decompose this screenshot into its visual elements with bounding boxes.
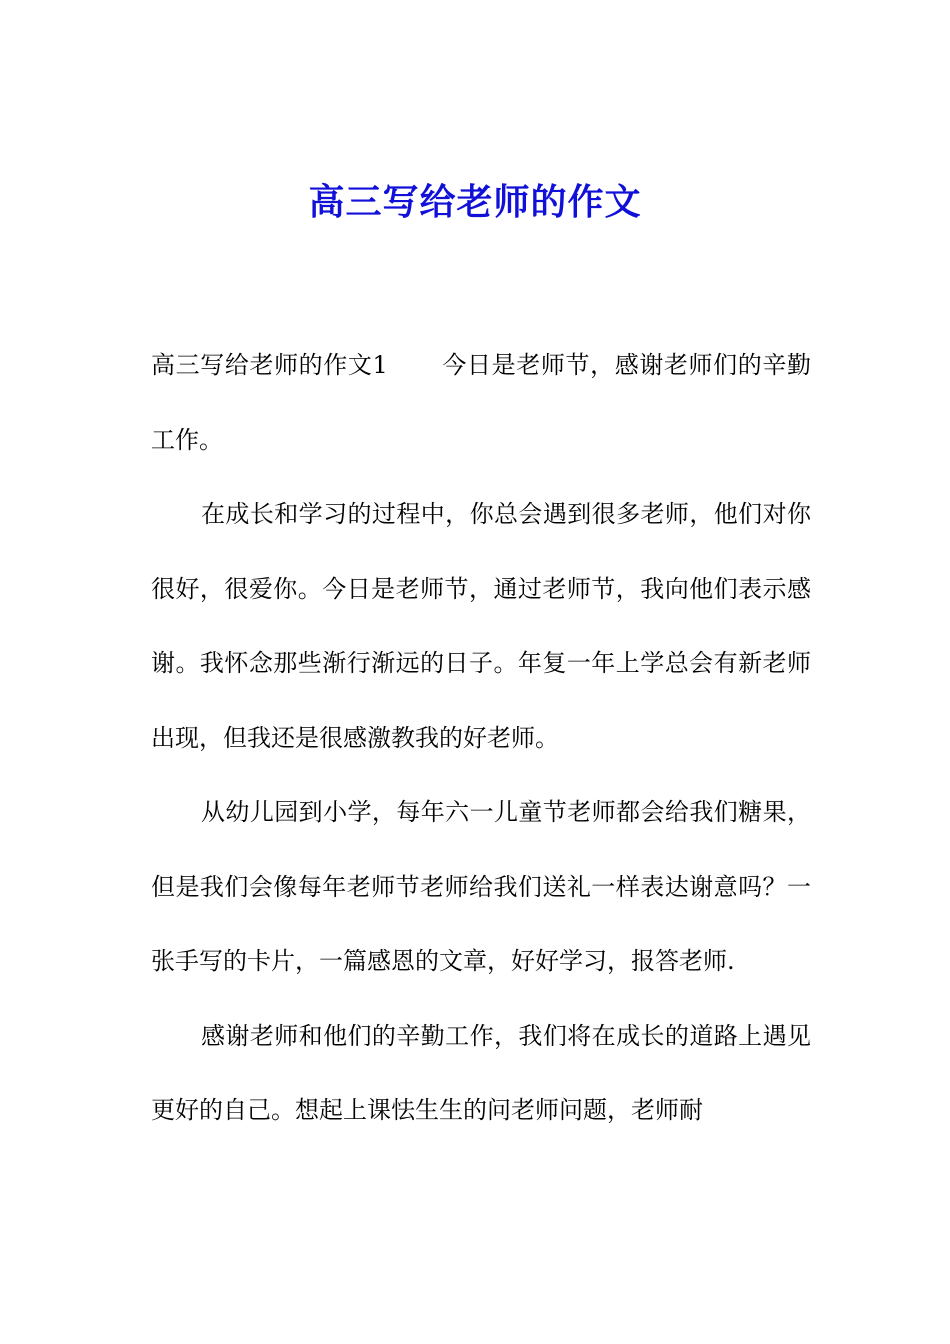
paragraph-1 xyxy=(151,328,811,477)
paragraph-2: 在成长和学习的过程中，你总会遇到很多老师，他们对你很好，很爱你。今日是老师节，通过老师节，我向他们表示感谢。我怀念那些渐行渐远的日子。年复一年上学总会有新老师出现，但我还是很感激教我的好老师。 xyxy=(151,500,811,752)
paragraph-3: 从幼儿园到小学，每年六一儿童节老师都会给我们糖果，但是我们会像每年老师节老师给我们送礼一样表达谢意吗？一张手写的卡片，一篇感恩的文章，好好学习，报答老师. xyxy=(151,798,811,975)
paragraph-4: 感谢老师和他们的辛勤工作，我们将在成长的道路上遇见更好的自己。想起上课怯生生的问老师问题，老师耐 xyxy=(151,1021,811,1124)
section-heading: 高三写给老师的作文1 xyxy=(151,351,388,379)
paragraph-1-text: 今日是老师节，感谢老师们的辛勤工作。 xyxy=(151,351,811,454)
document-title: 高三写给老师的作文 xyxy=(308,181,642,223)
document-body xyxy=(151,328,811,1148)
